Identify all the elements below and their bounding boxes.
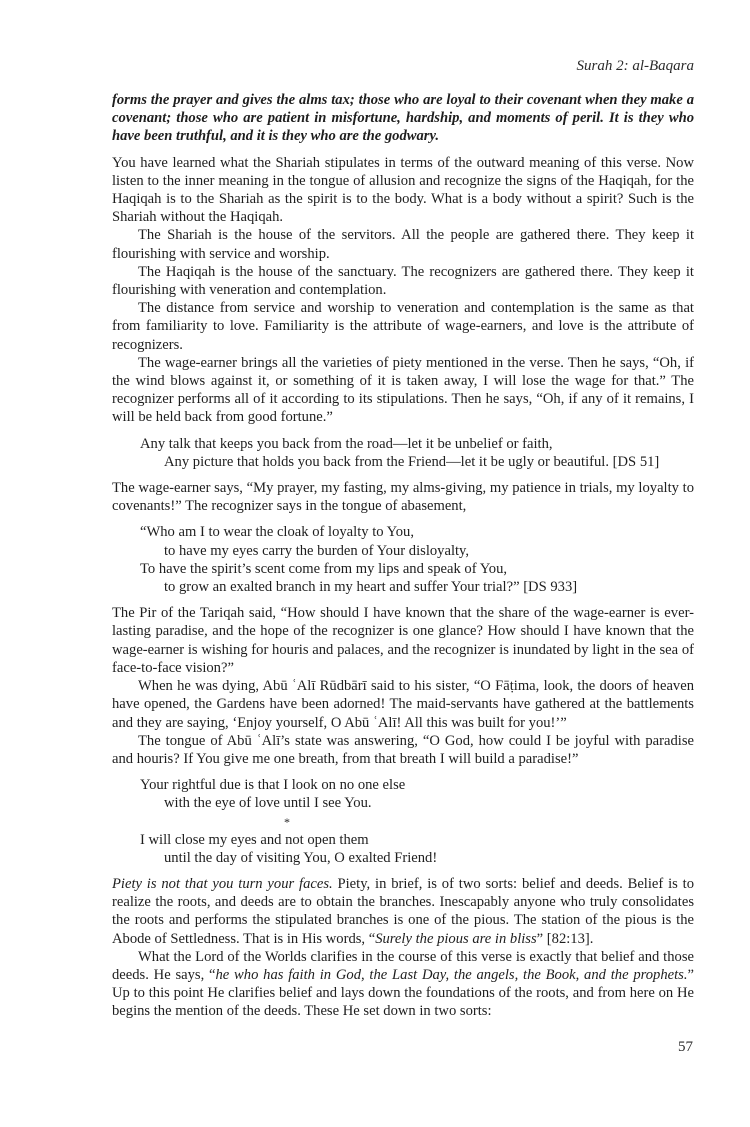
poem-block bbox=[140, 435, 694, 471]
section-separator: * bbox=[284, 814, 290, 829]
poem-line: to have my eyes carry the burden of Your disloyalty, bbox=[164, 542, 470, 559]
paragraph: The wage-earner says, “My prayer, my fasting, my alms-giving, my patience in trials, my loyalty to covenants!” The recognizer says in the tongue of abasement, bbox=[112, 480, 694, 515]
paragraph: The tongue of Abū ʿAlī’s state was answering, “O God, how could I be joyful with paradise and houris? If You give me one breath, from that breath I will build a paradise!” bbox=[112, 732, 694, 767]
poem-line: Any talk that keeps you back from the road—let it be unbelief or faith, bbox=[140, 435, 553, 452]
poem-line: “Who am I to wear the cloak of loyalty to You, bbox=[140, 524, 414, 541]
poem-line: with the eye of love until I see You. bbox=[164, 795, 372, 812]
paragraph: You have learned what the Shariah stipulates in terms of the outward meaning of this verse. Now listen to the inner meaning in the tongue of allusion and recognize the signs of the Haqiqah, for the Haqiqah is to the Shariah as the spirit is to the body. What is a body without a spirit? Such is the Shariah without the Haqiqah. bbox=[112, 154, 694, 226]
quran-quote: Surely the pious are in bliss bbox=[375, 930, 537, 947]
paragraph: The wage-earner brings all the varieties of piety mentioned in the verse. Then he says, “Oh, if the wind blows against it, or something of it is taken away, I will lose the wage for that.” The recognizer performs all of it according to its stipulations. Then he says, “Oh, if any of it remains, I will be held back from good fortune.” bbox=[112, 354, 694, 426]
poem-block bbox=[140, 523, 694, 596]
running-head: Surah 2: al-Baqara bbox=[576, 58, 694, 74]
poem-line: until the day of visiting You, O exalted Friend! bbox=[164, 849, 438, 866]
paragraph: The Pir of the Tariqah said, “How should I have known that the share of the wage-earner is ever-lasting paradise, and the hope of the recognizer is one glance? How should I have known that the wage-earner is wishing for houris and palaces, and the recognizer is inundated by light in the sea of face-to-face vision?” bbox=[112, 605, 694, 676]
page-number: 57 bbox=[678, 1039, 693, 1055]
paragraph: The Haqiqah is the house of the sanctuary. The recognizers are gathered there. They keep it flourishing with veneration and contemplation. bbox=[112, 263, 694, 299]
poem-line: To have the spirit’s scent come from my lips and speak of You, bbox=[140, 560, 508, 577]
poem-line: Any picture that holds you back from the Friend—let it be ugly or beautiful. [DS 51] bbox=[164, 453, 660, 470]
quran-quote: he who has faith in God, the Last Day, the angels, the Book, and the prophets. bbox=[215, 966, 688, 983]
poem-line: to grow an exalted branch in my heart and suffer Your trial?” [DS 933] bbox=[164, 579, 578, 596]
poem-line: Your rightful due is that I look on no one else bbox=[140, 777, 406, 794]
poem-block bbox=[140, 776, 694, 867]
verse-quote: forms the prayer and gives the alms tax; those who are loyal to their covenant when they make a covenant; those who are patient in misfortune, hardship, and moments of peril. It is they who have been truthful, and it is they who are the godwary. bbox=[112, 92, 694, 145]
paragraph: The Shariah is the house of the servitors. All the people are gathered there. They keep it flourishing with service and worship. bbox=[112, 227, 694, 262]
poem-line: I will close my eyes and not open them bbox=[140, 831, 369, 848]
paragraph: What the Lord of the Worlds clarifies in the course of this verse is exactly that belief and those deeds. He says, “he who has faith in God, the Last Day, the angels, the Book, and the prophets.” Up to this point He clarifies belief and lays down the foundations of the roots, and from here on He begins the mention of the deeds. These He set down in two sorts: bbox=[112, 948, 694, 1020]
paragraph: Piety is not that you turn your faces. Piety, in brief, is of two sorts: belief and deeds. Belief is to realize the roots, and deeds are to obtain the branches. Inescapably anyone who truly consolidates the roots and performs the stipulated branches is one of the pious. The station of the pious is the Abode of Settledness. That is in His words, “Surely the pious are in bliss” [82:13]. bbox=[112, 875, 694, 947]
page-body bbox=[112, 91, 694, 1021]
paragraph: When he was dying, Abū ʿAlī Rūdbārī said to his sister, “O Fāṭima, look, the doors of heaven have opened, the Gardens have been adorned! The maid-servants have gathered at the battlements and they are saying, ‘Enjoy yourself, O Abū ʿAlī! All this was built for you!’” bbox=[112, 678, 694, 731]
verse-citation: Piety is not that you turn your faces. bbox=[112, 875, 333, 892]
paragraph: The distance from service and worship to veneration and contemplation is the same as that from familiarity to love. Familiarity is the attribute of wage-earners, and love is the attribute of recognizers. bbox=[112, 300, 694, 353]
